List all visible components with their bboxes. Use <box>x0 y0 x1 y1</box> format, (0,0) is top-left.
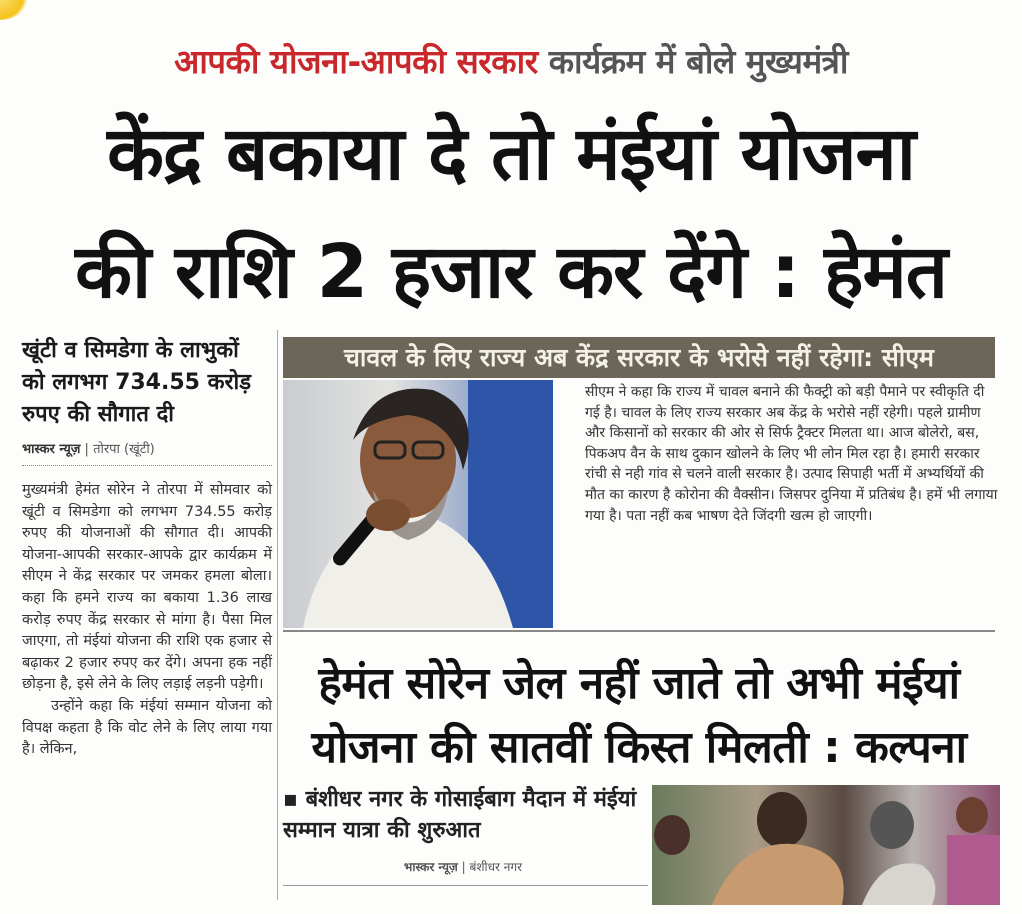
kalpana-caption: ▪ बंशीधर नगर के गोसाईबाग मैदान में मंईयां सम्मान यात्रा की शुरुआत <box>283 787 637 843</box>
column-divider <box>277 330 278 900</box>
kalpana-byline: भास्कर न्यूज़ | बंशीधर नगर <box>403 860 523 874</box>
main-headline <box>10 95 1012 331</box>
cm-speaking-photo <box>283 380 553 628</box>
crowd-photo <box>652 785 1000 905</box>
kalpana-headline-line: हेमंत सोरेन जेल नहीं जाते तो अभी मंईयां <box>318 658 960 709</box>
subhead-line: को लगभग 734.55 करोड़ <box>22 370 251 395</box>
byline-source: भास्कर न्यूज़ <box>22 442 81 457</box>
rice-story-title: चावल के लिए राज्य अब केंद्र सरकार के भरोसे नहीं रहेगा: सीएम <box>283 337 995 378</box>
bottom-divider <box>283 885 648 886</box>
kicker <box>0 38 1022 83</box>
section-divider <box>283 630 995 632</box>
left-story-subhead <box>22 335 272 431</box>
byline-place: बंशीधर नगर <box>469 860 523 874</box>
byline-source: भास्कर न्यूज़ <box>403 860 458 874</box>
headline-line-2: की राशि 2 हजार कर देंगे : हेमंत <box>75 229 947 315</box>
left-story-byline: भास्कर न्यूज़ | तोरपा (खूंटी) <box>22 439 272 466</box>
subhead-line: खूंटी व सिमडेगा के लाभुकों <box>22 338 239 363</box>
paragraph: उन्होंने कहा कि मंईयां सम्मान योजना को विपक्ष कहता है कि वोट लेने के लिए लाया गया है। लेकिन, <box>22 697 272 758</box>
kicker-highlight: आपकी योजना-आपकी सरकार <box>174 42 538 81</box>
paragraph: मुख्यमंत्री हेमंत सोरेन ने तोरपा में सोमवार को खूंटी व सिमडेगा को लगभग 734.55 करोड़ रुपए की योजनाओं की सौगात दी। आपकी योजना-आपकी सरकार-आपके द्वार कार्यक्रम में सीएम ने केंद्र सरकार पर जमकर हमला बोला। कहा कि हमने राज्य का बकाया 1.36 लाख करोड़ रुपए केंद्र सरकार से मांगा है। पैसा मिल जाएगा, तो मंईयां योजना की राशि एक हजार से बढ़ाकर 2 हजार रुपए कर देंगे। अपना हक नहीं छोड़ना है, इसे लेने के लिए लड़ाई लड़नी पड़ेगी। <box>22 482 272 693</box>
corner-sticker-decoration <box>0 0 30 20</box>
kalpana-headline <box>283 652 995 780</box>
kalpana-headline-line: योजना की सातवीं किस्त मिलती : कल्पना <box>311 722 967 773</box>
headline-line-1: केंद्र बकाया दे तो मंईयां योजना <box>107 111 915 197</box>
left-story <box>22 335 272 761</box>
left-story-body <box>22 480 272 761</box>
kicker-rest: कार्यक्रम में बोले मुख्यमंत्री <box>548 42 848 81</box>
photo-illustration <box>283 380 553 628</box>
subhead-line: रुपए की सौगात दी <box>22 402 174 427</box>
rice-story-body: सीएम ने कहा कि राज्य में चावल बनाने की फैक्ट्री को बड़ी पैमाने पर स्वीकृति दी गई है। चावल के लिए राज्य सरकार अब केंद्र के भरोसे नहीं रहेगी। पहले ग्रामीण और किसानों को सरकार की ओर से सिर्फ ट्रैक्टर मिलता था। आज बोलेरो, बस, पिकअप वैन के साथ दुकान खोलने के लिए भी लोन मिल रहा है। हमारी सरकार रांची से नही गांव से चलने वाली सरकार है। उत्पाद सिपाही भर्ती में अभ्यर्थियों की मौत का कारण है कोरोना की वैक्सीन। जिसपर दुनिया में प्रतिबंध है। हमें भी लगाया गया है। पता नहीं कब भाषण देते जिंदगी खत्म हो जाएगी। <box>585 384 998 524</box>
byline-place: तोरपा (खूंटी) <box>93 442 155 457</box>
photo-illustration <box>652 785 1000 905</box>
